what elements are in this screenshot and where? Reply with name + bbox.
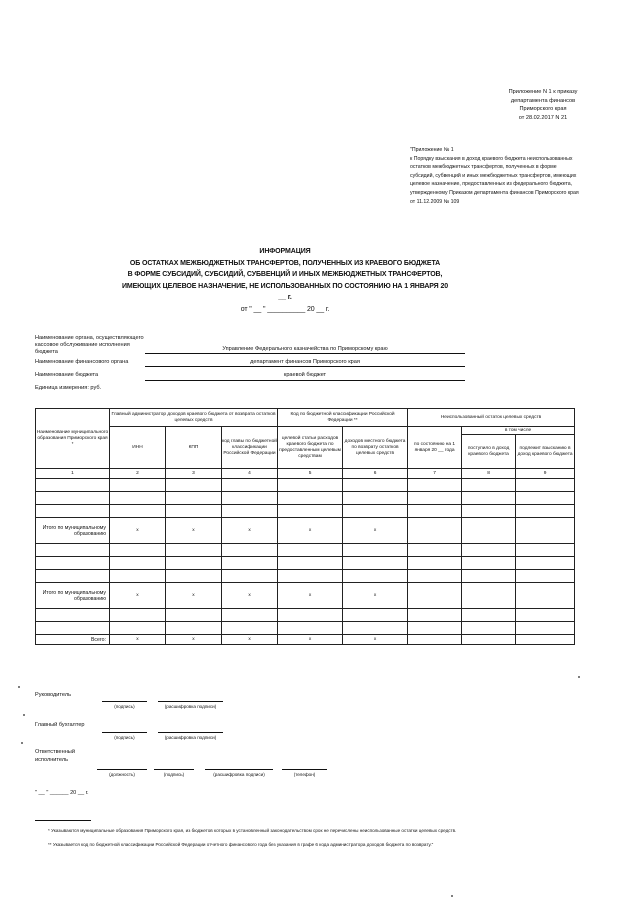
x-mark: x — [110, 583, 166, 609]
appendix-header — [498, 88, 588, 122]
treasury-underline — [145, 353, 465, 354]
budget-value: краевой бюджет — [283, 372, 327, 378]
table-row — [36, 479, 575, 492]
head-label: Руководитель — [35, 692, 72, 698]
signature-date: " __ " ______ 20 __ г. — [35, 790, 89, 796]
chief-decode-caption: (расшифровка подписи) — [164, 735, 217, 740]
header-purpose: целевой статьи расходов краевого бюджета по предоставленным целевым средствам — [278, 427, 343, 469]
x-mark: x — [222, 635, 278, 645]
executor-decode-line — [205, 769, 273, 770]
head-decode-caption: (расшифровка подписи) — [164, 704, 217, 709]
header-municipality: Наименование муниципального образования Приморского края * — [36, 409, 110, 469]
budget-underline — [145, 380, 465, 381]
x-mark: x — [278, 583, 343, 609]
appendix-line: департамента финансов — [510, 97, 576, 104]
chief-sign-caption: (подпись) — [114, 735, 135, 740]
subtotal-row — [36, 518, 575, 544]
header-received: поступило в доход краевого бюджета — [462, 435, 516, 469]
x-mark: x — [343, 518, 408, 544]
finance-label: Наименование финансового органа — [35, 359, 129, 365]
appendix-line: Приморского края — [519, 106, 567, 112]
sign-caption: (подпись) — [163, 772, 185, 777]
appendix-rule-line: утвержденному Приказом департамента финансов Приморского края — [410, 189, 579, 196]
footnote-rule — [35, 820, 91, 821]
x-mark: x — [278, 518, 343, 544]
x-mark: x — [343, 583, 408, 609]
decode-caption: (расшифровка подписи) — [213, 772, 265, 777]
scan-speck — [21, 742, 23, 744]
total-label: Всего: — [36, 635, 110, 645]
header-asof: по состоянию на 1 января 20 __ года — [408, 427, 462, 469]
title-line: ИНФОРМАЦИЯ — [259, 248, 311, 255]
unit-label: Единица измерения: руб. — [35, 385, 102, 391]
appendix-line: Приложение N 1 к приказу — [508, 89, 578, 95]
appendix-rule-line: от 11.12.2009 № 109 — [410, 198, 460, 205]
header-kpp: КПП — [166, 427, 222, 469]
head-sign-caption: (подпись) — [114, 704, 135, 709]
x-mark: x — [166, 583, 222, 609]
executor-sign-line — [154, 769, 194, 770]
header-income: доходов местного бюджета по возврату остатков целевых средств — [343, 427, 408, 469]
x-mark: x — [222, 518, 278, 544]
table-row — [36, 492, 575, 505]
title-line: ИМЕЮЩИХ ЦЕЛЕВОЕ НАЗНАЧЕНИЕ, НЕ ИСПОЛЬЗОВАННЫХ ПО СОСТОЯНИЮ НА 1 ЯНВАРЯ 20 __ г. — [121, 282, 449, 301]
x-mark: x — [343, 635, 408, 645]
footnote-2: ** Указывается код по бюджетной классификации Российской Федерации отчетного финансового года без указания в графе 6 кода администратора доходов бюджета по возврату." — [48, 842, 434, 847]
chief-decode-line — [158, 732, 223, 733]
remainder-table — [35, 408, 575, 645]
header-code: Код по бюджетной классификации Российской Федерации ** — [278, 409, 408, 427]
scan-speck — [578, 676, 580, 678]
col-num: 2 — [110, 469, 166, 479]
table-row — [36, 570, 575, 583]
executor-position-line — [97, 769, 147, 770]
subtotal-row — [36, 583, 575, 609]
finance-value: департамент финансов Приморского края — [250, 359, 360, 365]
appendix-rule-line: субсидий, субвенций и иных межбюджетных трансфертов, имеющих — [410, 172, 577, 179]
col-num: 7 — [408, 469, 462, 479]
col-num: 5 — [278, 469, 343, 479]
appendix-line: от 28.02.2017 N 21 — [518, 114, 568, 121]
subtotal-label: Итого по муниципальному образованию — [36, 583, 110, 609]
head-decode-line — [158, 701, 223, 702]
x-mark: x — [110, 635, 166, 645]
col-num: 3 — [166, 469, 222, 479]
chief-sign-line — [102, 732, 147, 733]
col-num: 1 — [36, 469, 110, 479]
col-num: 6 — [343, 469, 408, 479]
chief-accountant-label: Главный бухгалтер — [35, 722, 85, 728]
total-row — [36, 635, 575, 645]
document-title — [120, 246, 450, 315]
appendix-rule-line: "Приложение № 1 — [410, 147, 454, 153]
appendix-rule-line: остатков межбюджетных трансфертов, полученных в форме — [410, 164, 557, 171]
budget-label: Наименование бюджета — [35, 372, 99, 378]
scan-speck — [451, 895, 453, 897]
table-row — [36, 544, 575, 557]
table-row — [36, 557, 575, 570]
appendix-rule-line: целевое назначение, предоставленных из федерального бюджета, — [410, 181, 573, 188]
header-remainder: Неиспользованный остаток целевых средств — [408, 409, 575, 427]
x-mark: x — [166, 635, 222, 645]
scan-speck — [23, 714, 25, 716]
head-sign-line — [102, 701, 147, 702]
header-chapter: код главы по бюджетной классификации Российской Федерации — [222, 427, 278, 469]
x-mark: x — [166, 518, 222, 544]
x-mark: x — [278, 635, 343, 645]
table-row — [36, 505, 575, 518]
x-mark: x — [110, 518, 166, 544]
header-due: подлежит взысканию в доход краевого бюджета — [516, 435, 575, 469]
table-row — [36, 622, 575, 635]
header-admin: Главный администратор доходов краевого бюджета от возврата остатков целевых средств — [110, 409, 278, 427]
executor-phone-line — [282, 769, 327, 770]
appendix-rule — [410, 146, 590, 206]
title-line: ОБ ОСТАТКАХ МЕЖБЮДЖЕТНЫХ ТРАНСФЕРТОВ, ПОЛУЧЕННЫХ ИЗ КРАЕВОГО БЮДЖЕТА — [129, 259, 441, 267]
col-num: 8 — [462, 469, 516, 479]
title-date: от " __ " __________ 20 __ г. — [240, 305, 330, 313]
phone-caption: (телефон) — [293, 772, 316, 777]
position-caption: (должность) — [109, 772, 135, 777]
finance-underline — [145, 366, 465, 367]
subtotal-label: Итого по муниципальному образованию — [36, 518, 110, 544]
treasury-value: Управление Федерального казначейства по Приморскому краю — [222, 346, 388, 352]
executor-label: Ответственный исполнитель — [35, 749, 75, 763]
table-row — [36, 609, 575, 622]
col-num: 4 — [222, 469, 278, 479]
col-num: 9 — [516, 469, 575, 479]
header-inn: ИНН — [110, 427, 166, 469]
x-mark: x — [222, 583, 278, 609]
title-line: В ФОРМЕ СУБСИДИЙ, СУБСИДИЙ, СУБВЕНЦИЙ И ИНЫХ МЕЖБЮДЖЕТНЫХ ТРАНСФЕРТОВ, — [127, 271, 443, 278]
treasury-label: Наименование органа, осуществляющего кассовое обслуживание исполнения бюджета — [35, 335, 144, 355]
appendix-rule-line: к Порядку взыскания в доход краевого бюджета неиспользованных — [410, 155, 573, 162]
footnote-1: * Указываются муниципальные образования Приморского края, из бюджетов которых в установленный законодательством срок не перечислены неиспользованные остатки целевых средств. — [48, 828, 457, 833]
scan-speck — [18, 686, 20, 688]
header-including: в том числе — [462, 427, 575, 435]
